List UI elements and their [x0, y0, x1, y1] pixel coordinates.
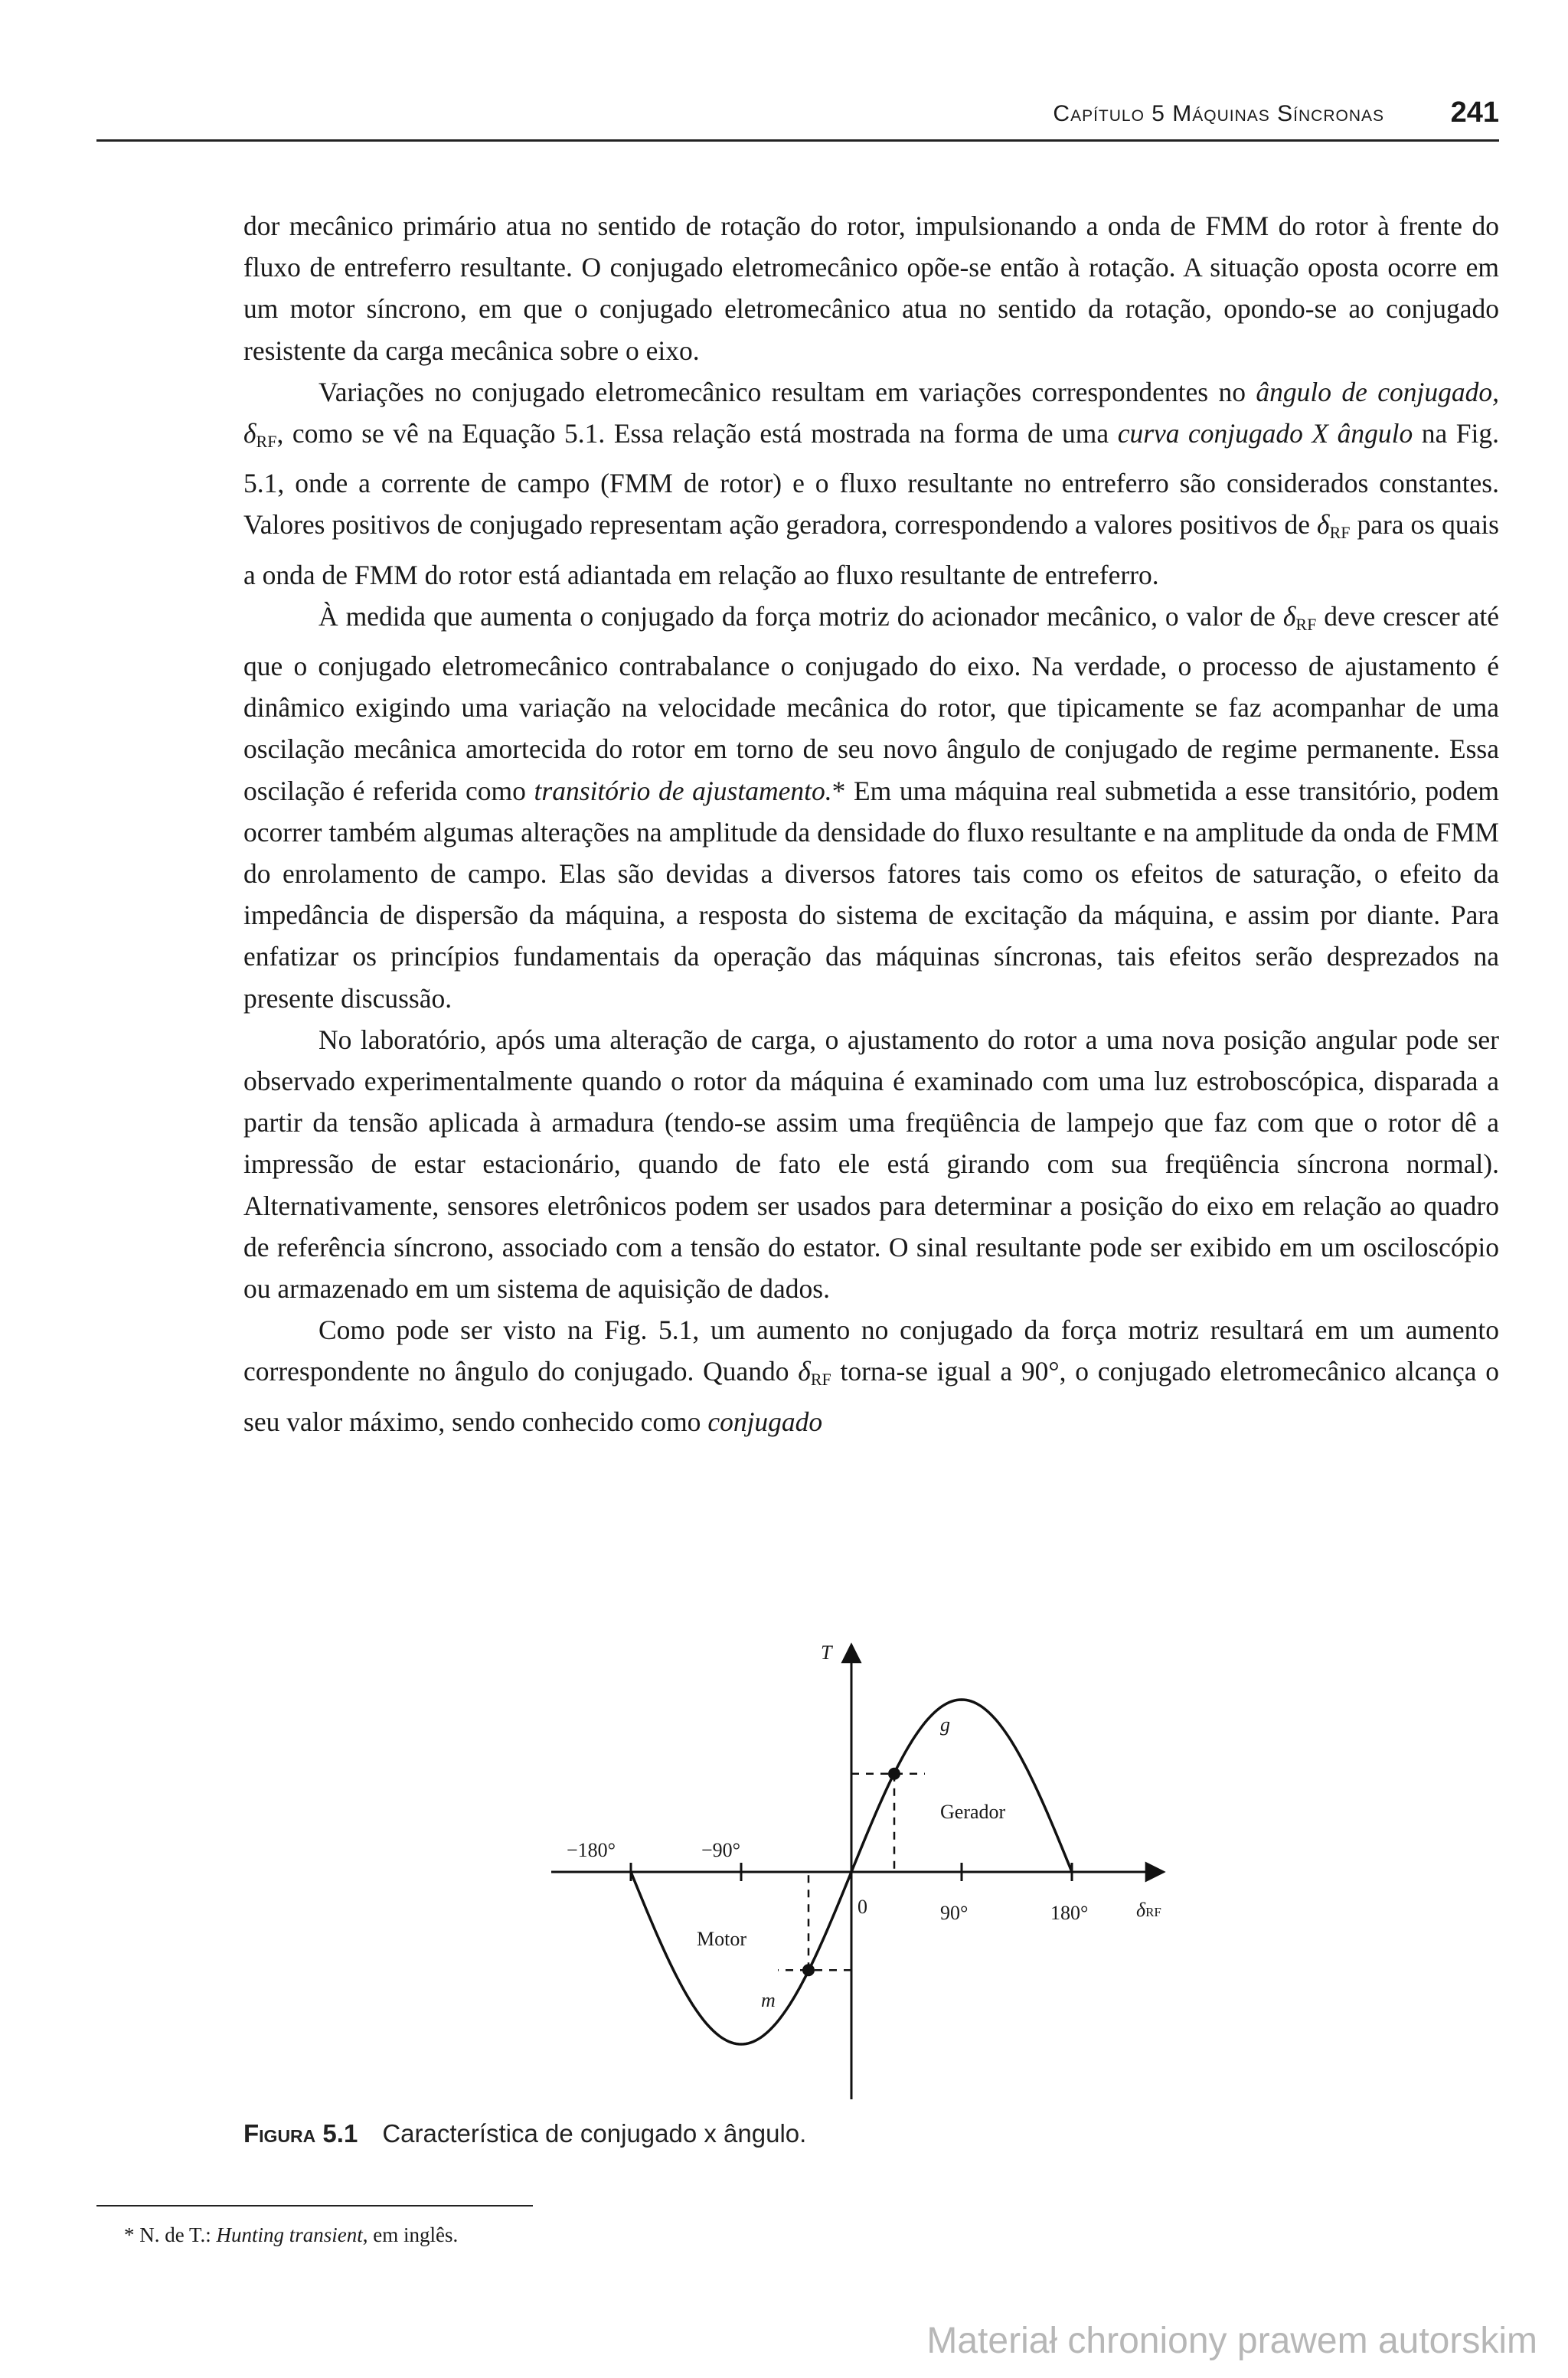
running-head — [96, 96, 1499, 142]
paragraph-3: À medida que aumenta o conjugado da força motriz do acionador mecânico, o valor de $\delta_{RF}$ deve crescer até que o conjugado eletromecânico contrabalance o conjugado do eixo. Na verdade, o processo de ajustamento é dinâmico exigindo uma variação na velocidade mecânica do rotor, que tipicamente se faz acompanhar de uma oscilação mecânica amortecida do rotor em torno de seu novo ângulo de conjugado de regime permanente. Essa oscilação é referida como transitório de ajustamento.* Em uma máquina real submetida a esse transitório, podem ocorrer também algumas alterações na amplitude da densidade do fluxo resultante e na amplitude da onda de FMM do enrolamento de campo. Elas são devidas a diversos fatores tais como os efeitos de saturação, o efeito da impedância de dispersão da máquina, a resposta do sistema de excitação da máquina, e assim por diante. Para enfatizar os princípios fundamentais da operação das máquinas síncronas, tais efeitos serão desprezados na presente discussão. — [243, 600, 1500, 1014]
footnote-rule — [96, 2205, 533, 2207]
delta-symbol: δ — [243, 418, 256, 449]
watermark: Materiał chroniony prawem autorskim — [926, 2321, 1537, 2361]
body-text — [243, 205, 1499, 1442]
tick-label-neg180: −180° — [567, 1839, 616, 1861]
g-point-label: g — [940, 1713, 950, 1736]
paragraph-1: dor mecânico primário atua no sentido de rotação do rotor, impulsionando a onda de FMM do rotor à frente do fluxo de entreferro resultante. O conjugado eletromecânico opõe-se então à rotação. A situação oposta ocorre em um motor síncrono, em que o conjugado eletromecânico atua no sentido da rotação, opondo-se ao conjugado resistente da carga mecânica sobre o eixo. — [243, 211, 1499, 366]
tick-label-180: 180° — [1050, 1902, 1089, 1924]
emphasis-conjugado: conjugado — [707, 1406, 823, 1437]
point-m — [802, 1964, 815, 1976]
tick-label-90: 90° — [940, 1902, 969, 1924]
tick-label-neg90: −90° — [701, 1839, 741, 1861]
caption-text: Característica de conjugado x ângulo. — [382, 2119, 807, 2148]
paragraph-2: Variações no conjugado eletromecânico resultam em variações correspondentes no ângulo de conjugado, $\delta_{RF}$, como se vê na Equação 5.1. Essa relação está mostrada na forma de uma curva conjugado X ângulo na Fig. 5.1, onde a corrente de campo (FMM de rotor) e o fluxo resultante no entreferro são considerados constantes. Valores positivos de conjugado representam ação geradora, correspondendo a valores positivos de $\delta_{RF}$ para os quais a onda de FMM do rotor está adiantada em relação ao fluxo resultante de entreferro. — [243, 376, 1500, 590]
emphasis-curva: curva conjugado X ângulo — [1117, 418, 1413, 449]
page-number: 241 — [1450, 96, 1499, 129]
x-axis-label: δRF — [1136, 1899, 1161, 1921]
caption-label: Figura 5.1 — [243, 2119, 358, 2148]
paragraph-4: No laboratório, após uma alteração de carga, o ajustamento do rotor a uma nova posição angular pode ser observado experimentalmente quando o rotor da máquina é examinado com uma luz estroboscópica, disparada a partir da tensão aplicada à armadura (tendo-se assim uma freqüência de lampejo que faz com que o rotor dê a impressão de estar estacionário, quando de fato ele está girando com sua freqüência síncrona normal). Alternativamente, sensores eletrônicos podem ser usados para determinar a posição do eixo em relação ao quadro de referência síncrono, associado com a tensão do estator. O sinal resultante pode ser exibido em um osciloscópio ou armazenado em um sistema de aquisição de dados. — [243, 1024, 1499, 1305]
figure-caption — [243, 2119, 806, 2148]
motor-label: Motor — [697, 1928, 746, 1950]
origin-label: 0 — [858, 1896, 867, 1918]
paragraph-5: Como pode ser visto na Fig. 5.1, um aumento no conjugado da força motriz resultará em um aumento correspondente no ângulo do conjugado. Quando $\delta_{RF}$ torna-se igual a 90°, o conjugado eletromecânico alcança o seu valor máximo, sendo conhecido como conjugado — [243, 1315, 1499, 1437]
emphasis-transitorio: transitório de ajustamento. — [534, 775, 832, 806]
point-g — [888, 1768, 900, 1780]
t-axis-label: T — [821, 1641, 832, 1664]
torque-angle-chart — [551, 1631, 1225, 2105]
gerador-label: Gerador — [940, 1801, 1006, 1823]
m-point-label: m — [761, 1989, 776, 2011]
chapter-title: Capítulo 5 Máquinas Síncronas — [1053, 101, 1384, 126]
footnote: * N. de T.: Hunting transient, em inglês. — [124, 2223, 459, 2246]
torque-angle-figure — [551, 1631, 1225, 2105]
emphasis-angulo: ângulo de conjugado, — [1256, 376, 1499, 407]
